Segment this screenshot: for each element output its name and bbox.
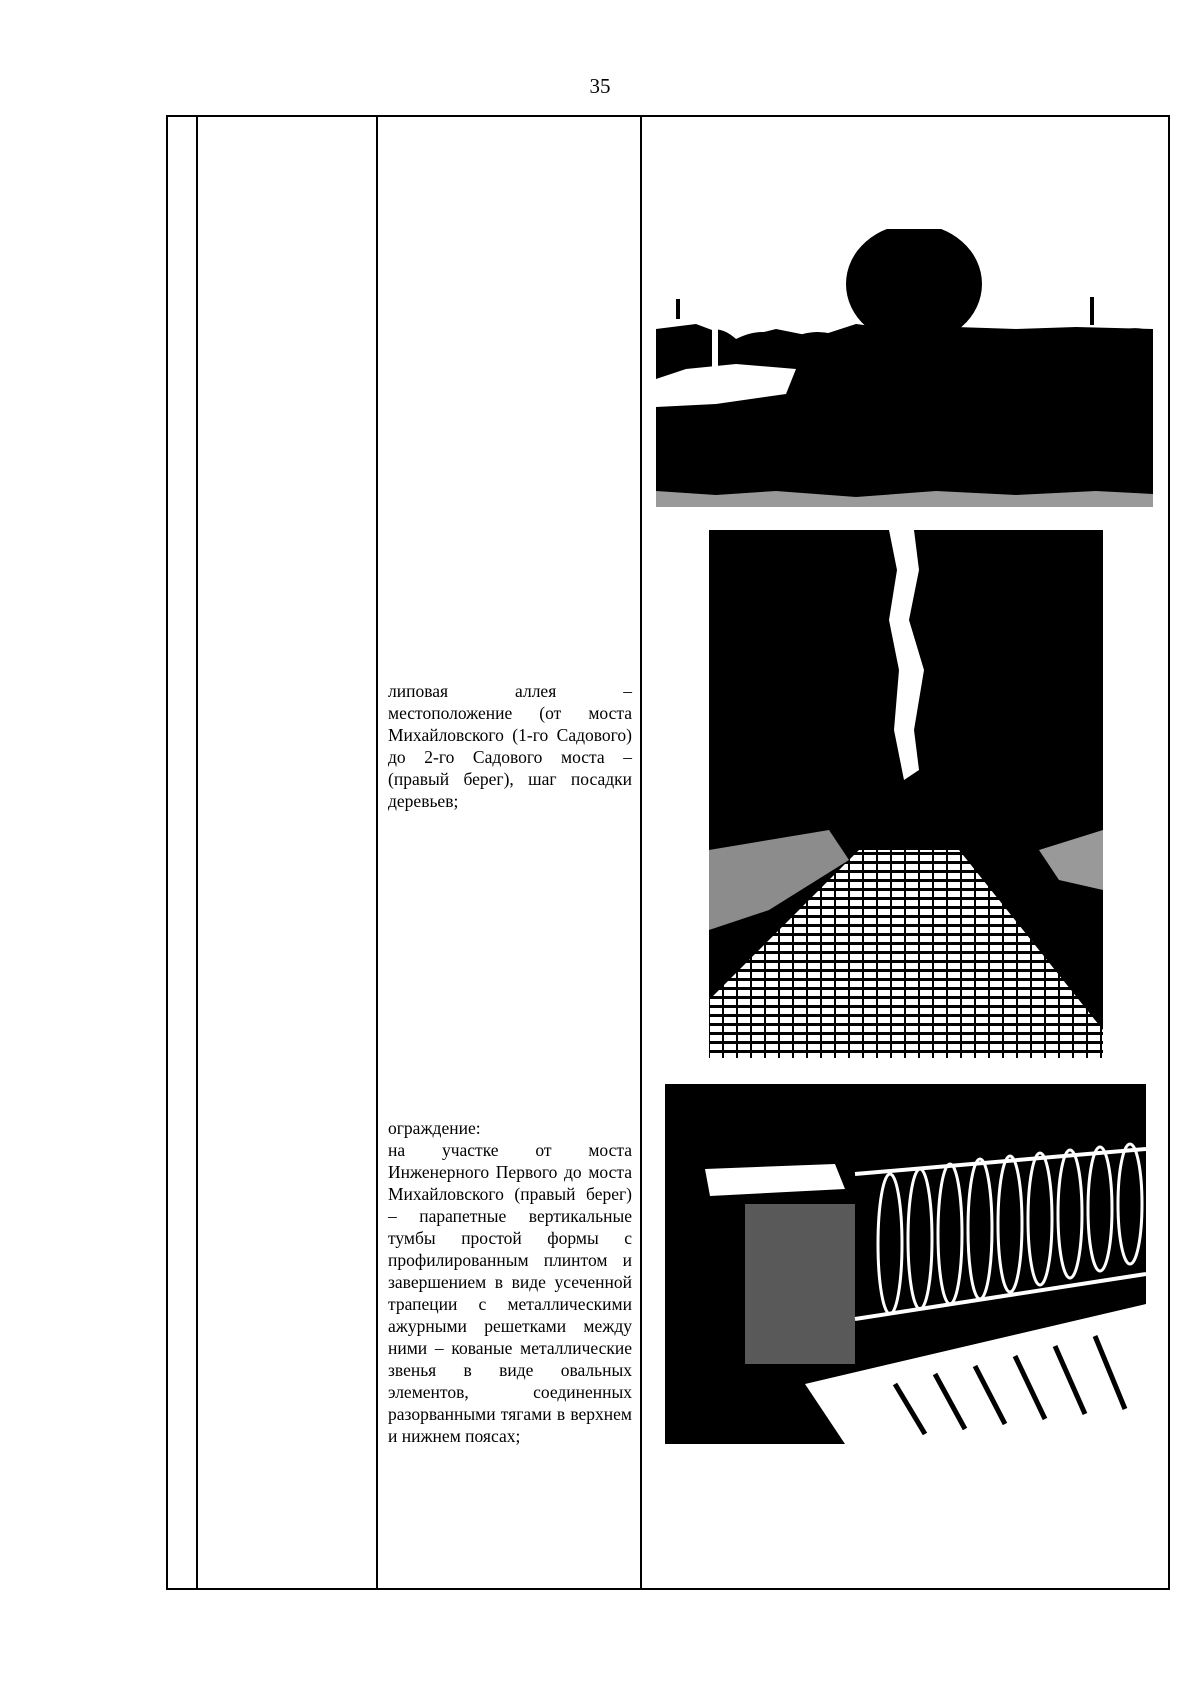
document-table xyxy=(166,115,1170,1590)
object-cell xyxy=(197,116,377,1589)
fence-text: на участке от моста Инженерного Первого до моста Михайловского (правый берег) – парапетные вертикальные тумбы простой формы с профилированным плинтом и завершением в виде усеченной трапеции с металлическими ажурными решетками между ними – кованые металлические звенья в виде овальных элементов, соединенных разорванными тягами в верхнем и нижнем поясах; xyxy=(388,1140,632,1446)
parapet-fence-photo xyxy=(665,1084,1146,1444)
description-cell xyxy=(377,116,641,1589)
fence-heading: ограждение: xyxy=(388,1118,481,1138)
page-number: 35 xyxy=(589,74,611,98)
fence-description xyxy=(388,1117,632,1447)
tree-embankment-photo xyxy=(656,229,1153,507)
alley-description: липовая аллея – местоположение (от моста Михайловского (1-го Садового) до 2-го Садового моста – (правый берег), шаг посадки деревьев; xyxy=(388,681,632,811)
photo-cell xyxy=(641,116,1169,1589)
linden-alley-photo xyxy=(709,530,1103,1058)
number-cell xyxy=(167,116,197,1589)
